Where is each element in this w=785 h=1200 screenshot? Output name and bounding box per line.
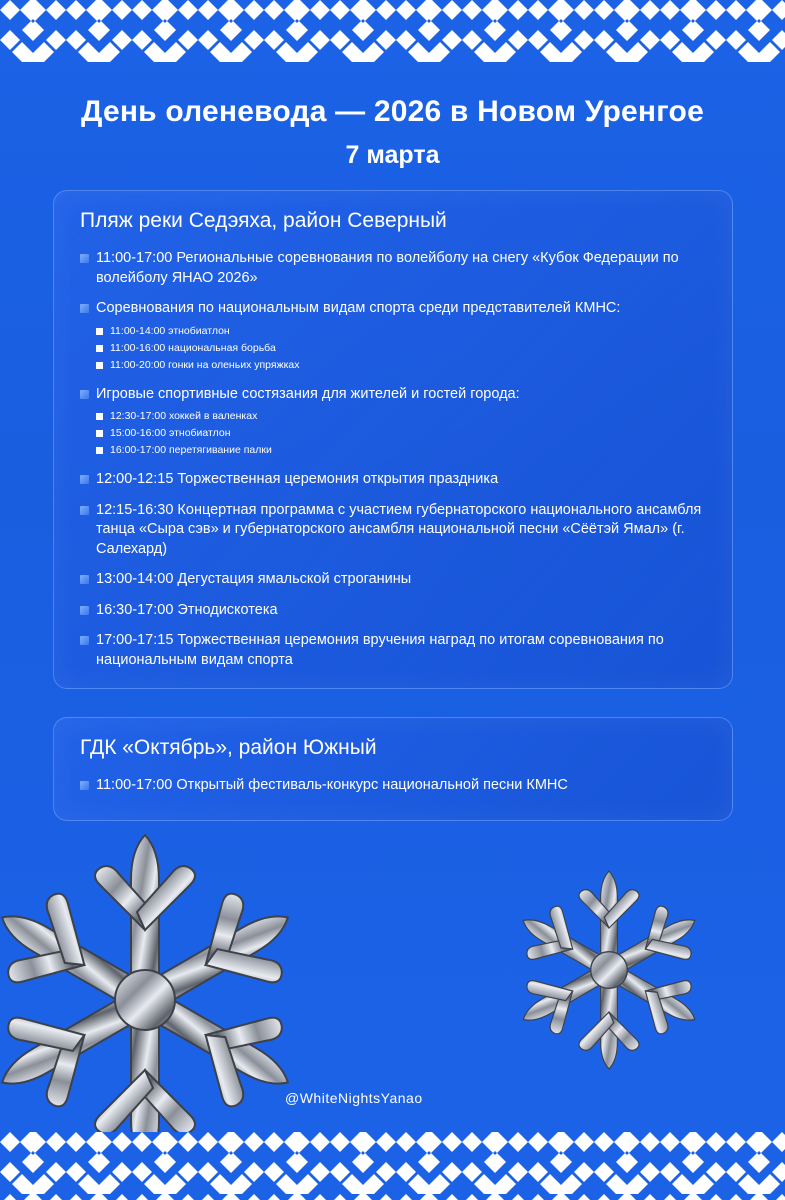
sub-item (96, 357, 710, 374)
square-bullet-icon (80, 506, 89, 515)
snowflake-icon (478, 850, 740, 1090)
top-ornament-icon (0, 0, 785, 62)
schedule-item (80, 385, 710, 460)
page-title: День оленевода — 2026 в Новом Уренгое (81, 95, 704, 128)
schedule-item (80, 299, 710, 374)
venue-title: Пляж реки Седэяха, район Северный (80, 209, 447, 232)
sub-item-text: 11:00-14:00 этнобиатлон (110, 324, 230, 337)
schedule-item-text: Игровые спортивные состязания для жителей и гостей города: (96, 385, 520, 402)
square-bullet-icon (96, 447, 103, 454)
square-bullet-icon (80, 390, 89, 399)
sub-item (96, 340, 710, 357)
sub-item (96, 425, 710, 442)
page-header (0, 92, 785, 172)
schedule-list (80, 776, 710, 796)
schedule-item (80, 501, 710, 560)
sub-item-text: 12:30-17:00 хоккей в валенках (110, 410, 258, 422)
sub-item (96, 442, 710, 459)
sub-item-text: 11:00-20:00 гонки на оленьих упряжках (110, 358, 300, 371)
schedule-item (80, 249, 710, 288)
venue-card-north (53, 190, 733, 689)
square-bullet-icon (80, 606, 89, 615)
square-bullet-icon (80, 254, 89, 263)
square-bullet-icon (96, 430, 103, 437)
square-bullet-icon (96, 413, 103, 420)
schedule-item (80, 776, 710, 796)
schedule-list (80, 249, 710, 670)
square-bullet-icon (96, 328, 103, 335)
schedule-item-text: Соревнования по национальным видам спорта среди представителей КМНС: (96, 300, 621, 316)
square-bullet-icon (96, 345, 103, 352)
sub-list (96, 323, 710, 374)
sub-list (96, 408, 710, 459)
square-bullet-icon (96, 362, 103, 369)
bottom-ornament-icon (0, 1132, 785, 1200)
schedule-item-text: 12:00-12:15 Торжественная церемония открытия праздника (96, 471, 499, 487)
event-date: 7 марта (345, 141, 440, 169)
square-bullet-icon (80, 781, 89, 790)
square-bullet-icon (80, 575, 89, 584)
schedule-item (80, 601, 710, 621)
sub-item (96, 323, 710, 340)
schedule-item-text: 11:00-17:00 Региональные соревнования по волейболу на снегу «Кубок Федерации по волейболу ЯНАО 2026» (96, 250, 679, 286)
schedule-item-text: 12:15-16:30 Концертная программа с участием губернаторского национального ансамбля танца «Сыра сэв» и губернаторского ансамбля национальной песни «Сёётэй Ямал» (г. Салехард) (96, 501, 702, 557)
square-bullet-icon (80, 636, 89, 645)
schedule-item-text: 16:30-17:00 Этнодискотека (96, 601, 278, 618)
sub-item (96, 408, 710, 425)
sub-item-text: 11:00-16:00 национальная борьба (110, 341, 276, 354)
schedule-item (80, 570, 710, 590)
schedule-item (80, 631, 710, 670)
square-bullet-icon (80, 475, 89, 484)
square-bullet-icon (80, 304, 89, 313)
schedule-item-text: 11:00-17:00 Открытый фестиваль-конкурс национальной песни КМНС (96, 777, 568, 793)
venue-title: ГДК «Октябрь», район Южный (80, 736, 377, 759)
sub-item-text: 16:00-17:00 перетягивание палки (110, 444, 272, 456)
schedule-item-text: 13:00-14:00 Дегустация ямальской строганины (96, 571, 412, 587)
schedule-item-text: 17:00-17:15 Торжественная церемония вручения наград по итогам соревнования по национальным видам спорта (96, 632, 664, 668)
social-handle: @WhiteNightsYanao (285, 1090, 423, 1106)
schedule-item (80, 470, 710, 490)
sub-item-text: 15:00-16:00 этнобиатлон (110, 427, 231, 439)
